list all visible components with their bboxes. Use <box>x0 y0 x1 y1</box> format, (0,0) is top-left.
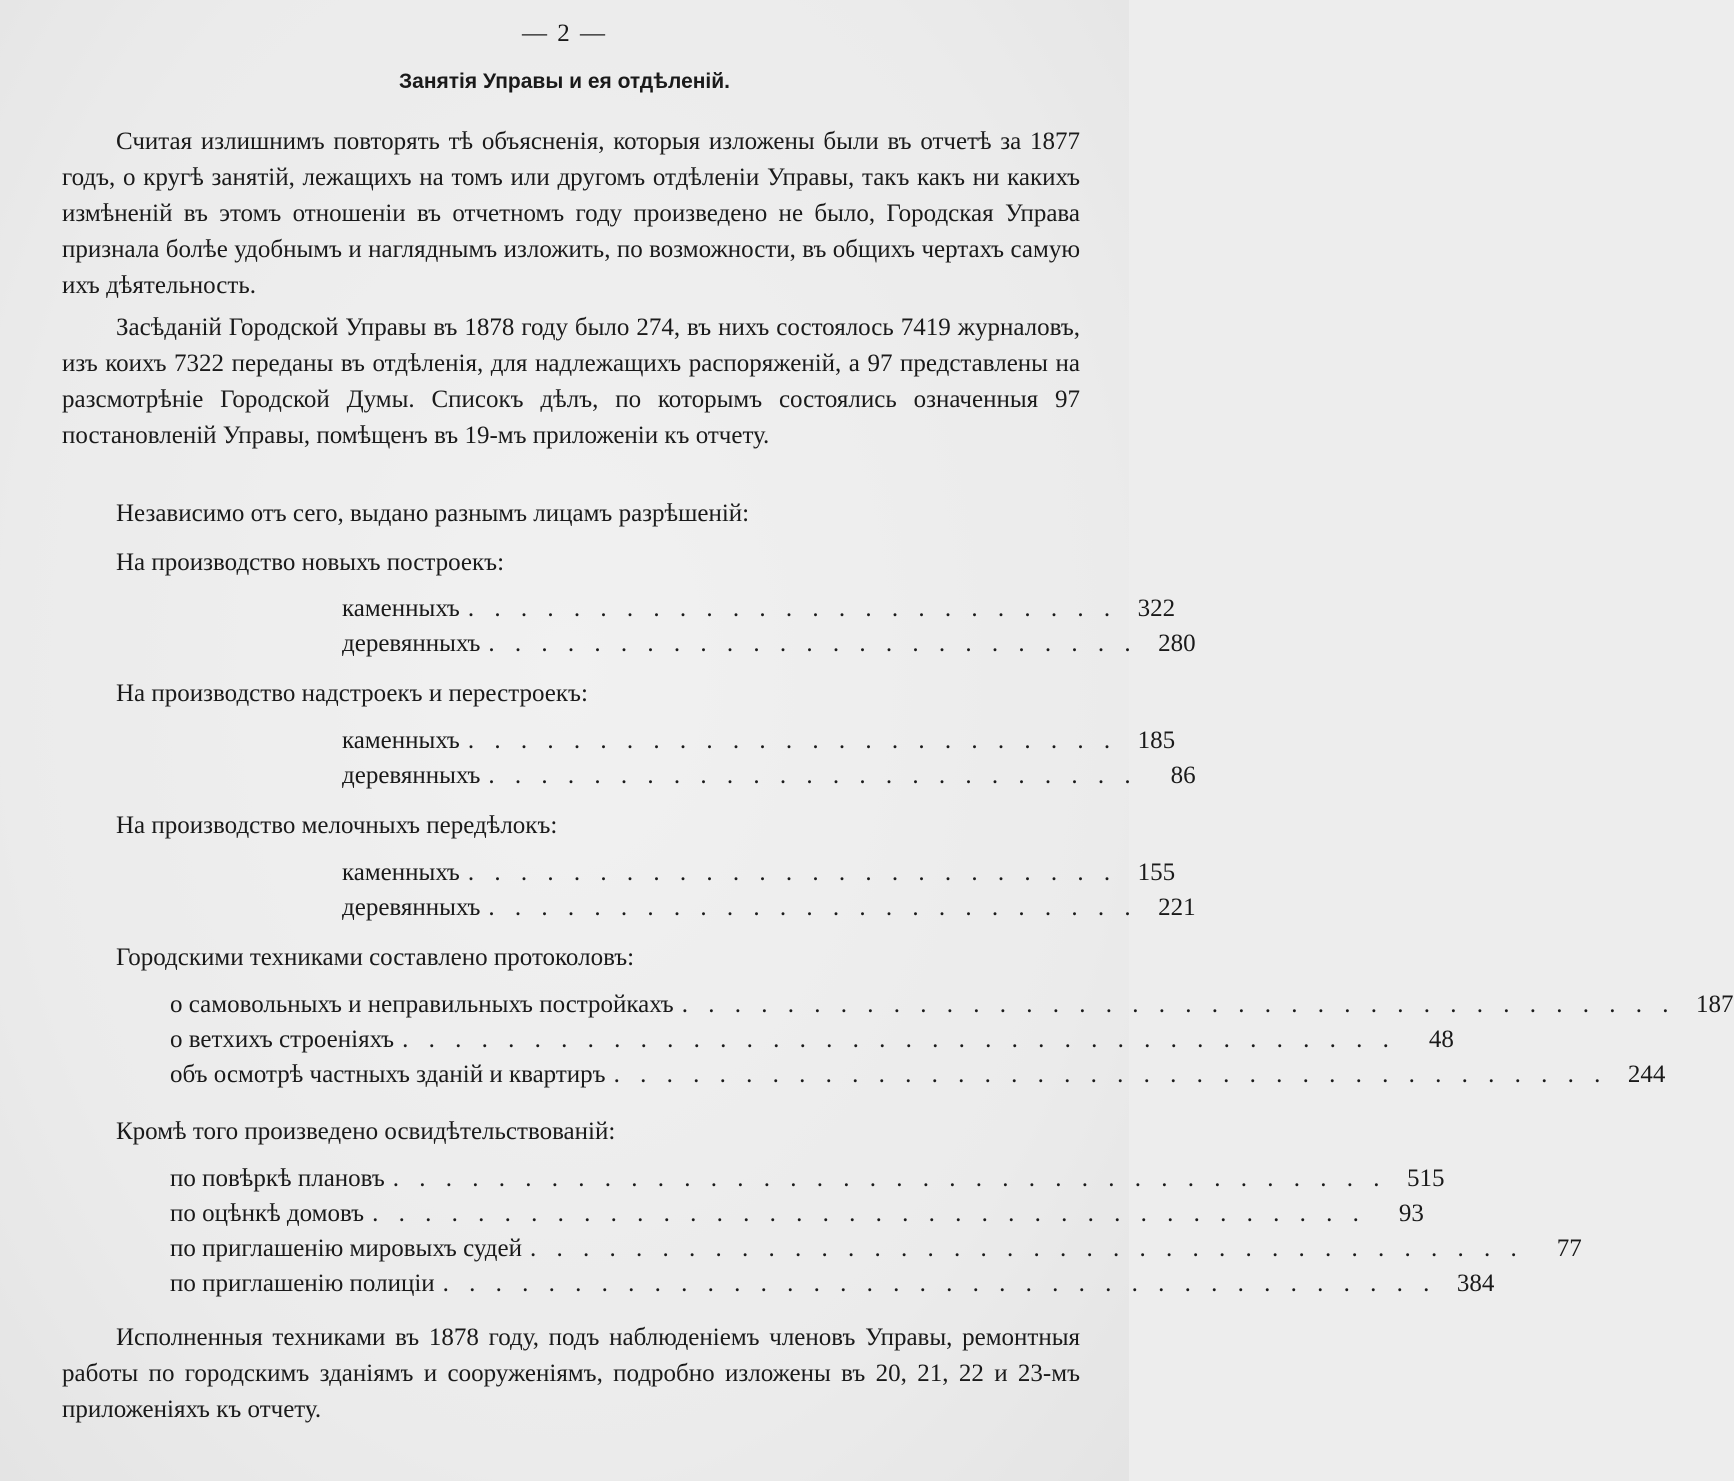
page-number: — 2 — <box>522 20 607 47</box>
table-row <box>342 592 1176 626</box>
row-label: по приглашенію полиціи <box>170 1270 435 1297</box>
leader-dots: . . . . . . . . . . . . . . . . . . . . . . . . . <box>467 859 1118 886</box>
row-label: каменныхъ <box>342 595 460 622</box>
table-row <box>342 759 1196 793</box>
row-label: о ветхихъ строеніяхъ <box>170 1026 395 1053</box>
leader-dots: . . . . . . . . . . . . . . . . . . . . . . . . . <box>488 630 1138 657</box>
row-value: 77 <box>1556 1235 1582 1262</box>
leader-dots: . . . . . . . . . . . . . . . . . . . . . . . . . <box>488 762 1138 789</box>
row-value: 185 <box>1137 727 1176 754</box>
row-value: 187 <box>1696 991 1734 1018</box>
row-label: деревянныхъ <box>342 894 481 921</box>
table-row <box>170 1058 1666 1092</box>
table-row <box>342 724 1176 758</box>
table-row <box>342 891 1196 925</box>
row-value: 155 <box>1137 859 1176 886</box>
paragraph-sessions: Засѣданій Городской Управы въ 1878 году было 274, въ нихъ состоялось 7419 журналовъ, изъ коихъ 7322 переданы въ отдѣленія, для надлежащихъ распоряженій, а 97 представлены на разсмотрѣніе Городской Думы. Списокъ дѣлъ, по которымъ состоялись означенныя 97 постановленій Управы, помѣщенъ въ 19-мъ приложеніи къ отчету. <box>62 314 1080 449</box>
row-label: по повѣркѣ плановъ <box>170 1165 385 1192</box>
section-heading: Занятія Управы и ея отдѣленій. <box>398 70 731 93</box>
paragraph-intro: Считая излишнимъ повторять тѣ объясненія, которыя изложены были въ отчетѣ за 1877 годъ, о кругѣ занятій, лежащихъ на томъ или другомъ отдѣленіи Управы, такъ какъ ни какихъ измѣненій въ этомъ отношеніи въ отчетномъ году произведено не было, Городская Управа признала болѣе удобнымъ и нагляднымъ изложить, по возможности, въ общихъ чертахъ самую ихъ дѣятельность. <box>62 128 1080 299</box>
leader-dots: . . . . . . . . . . . . . . . . . . . . . . . . . . . . . . . . . . . . . . <box>529 1235 1524 1262</box>
leader-dots: . . . . . . . . . . . . . . . . . . . . . . . . . . . . . . . . . . . . . . <box>442 1270 1437 1297</box>
table-row <box>170 1197 1424 1231</box>
row-label: по приглашенію мировыхъ судей <box>170 1235 522 1262</box>
group-title-new-buildings: На производство новыхъ построекъ: <box>116 549 505 576</box>
leader-dots: . . . . . . . . . . . . . . . . . . . . . . . . . . . . . . . . . . . . . . <box>613 1061 1608 1088</box>
table-row <box>170 1232 1582 1266</box>
table-row <box>170 1162 1445 1196</box>
row-label: о самовольныхъ и неправильныхъ постройкахъ <box>170 991 674 1018</box>
leader-dots: . . . . . . . . . . . . . . . . . . . . . . . . . . . . . . . . . . . . . . <box>372 1200 1366 1227</box>
leader-dots: . . . . . . . . . . . . . . . . . . . . . . . . . . . . . . . . . . . . . . <box>681 991 1676 1018</box>
group-title-superstructures: На производство надстроекъ и перестроекъ: <box>116 680 588 707</box>
row-label: деревянныхъ <box>342 630 481 657</box>
leader-dots: . . . . . . . . . . . . . . . . . . . . . . . . . <box>467 595 1118 622</box>
leader-dots: . . . . . . . . . . . . . . . . . . . . . . . . . . . . . . . . . . . . . . <box>402 1026 1396 1053</box>
row-label: каменныхъ <box>342 727 460 754</box>
row-label: по оцѣнкѣ домовъ <box>170 1200 365 1227</box>
row-value: 280 <box>1158 630 1196 657</box>
row-label: каменныхъ <box>342 859 460 886</box>
group-title-minor-alterations: На производство мелочныхъ передѣлокъ: <box>116 812 558 839</box>
table-row <box>170 1267 1495 1301</box>
row-label: объ осмотрѣ частныхъ зданій и квартиръ <box>170 1061 606 1088</box>
row-label: деревянныхъ <box>342 762 481 789</box>
row-value: 221 <box>1158 894 1196 921</box>
row-value: 322 <box>1137 595 1176 622</box>
row-value: 384 <box>1456 1270 1495 1297</box>
row-value: 515 <box>1407 1165 1445 1192</box>
leader-dots: . . . . . . . . . . . . . . . . . . . . . . . . . <box>488 894 1138 921</box>
table-row <box>342 856 1176 890</box>
row-value: 86 <box>1170 762 1196 789</box>
row-value: 93 <box>1398 1200 1424 1227</box>
leader-dots: . . . . . . . . . . . . . . . . . . . . . . . . . . . . . . . . . . . . . . <box>392 1165 1387 1192</box>
table-row <box>170 1023 1454 1057</box>
leader-dots: . . . . . . . . . . . . . . . . . . . . . . . . . <box>467 727 1118 754</box>
paragraph-permits-intro: Независимо отъ сего, выдано разнымъ лицамъ разрѣшеній: <box>116 500 750 527</box>
table-row <box>170 988 1734 1022</box>
protocols-title: Городскими техниками составлено протоколовъ: <box>116 944 635 971</box>
row-value: 244 <box>1627 1061 1666 1088</box>
table-row <box>342 627 1196 661</box>
paragraph-repairs: Исполненныя техниками въ 1878 году, подъ наблюденіемъ членовъ Управы, ремонтныя работы по городскимъ зданіямъ и сооруженіямъ, подробно изложены въ 20, 21, 22 и 23-мъ приложеніяхъ къ отчету. <box>62 1324 1080 1423</box>
row-value: 48 <box>1428 1026 1454 1053</box>
inspections-title: Кромѣ того произведено освидѣтельствованій: <box>116 1118 616 1145</box>
